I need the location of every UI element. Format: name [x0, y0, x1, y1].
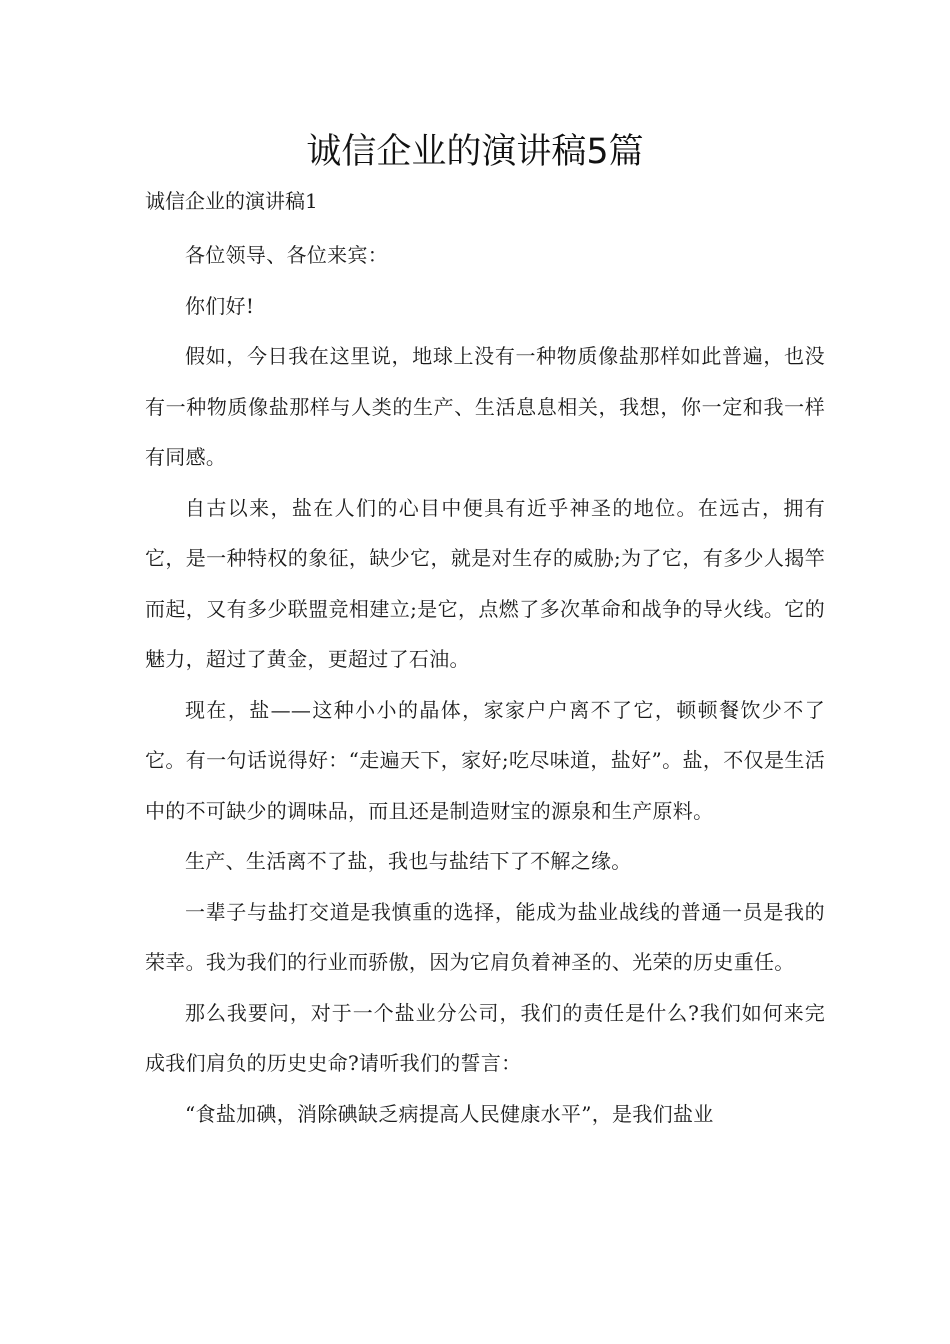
section-heading: 诚信企业的演讲稿1 [145, 189, 318, 213]
paragraph: 假如，今日我在这里说，地球上没有一种物质像盐那样如此普遍，也没有一种物质像盐那样与人类的生产、生活息息相关，我想，你一定和我一样有同感。 [145, 344, 825, 469]
paragraph: 现在，盐——这种小小的晶体，家家户户离不了它，顿顿餐饮少不了它。有一句话说得好：“走遍天下，家好;吃尽味道，盐好”。盐，不仅是生活中的不可缺少的调味品，而且还是制造财宝的源泉和生产原料。 [145, 697, 825, 823]
document-title: 诚信企业的演讲稿5篇 [306, 132, 644, 172]
paragraph-greeting: 各位领导、各位来宾： [185, 243, 388, 267]
paragraph: “食盐加碘，消除碘缺乏病提高人民健康水平”，是我们盐业 [185, 1101, 714, 1126]
paragraph: 生产、生活离不了盐，我也与盐结下了不解之缘。 [185, 849, 632, 873]
paragraph: 一辈子与盐打交道是我慎重的选择，能成为盐业战线的普通一员是我的荣幸。我为我们的行业而骄傲，因为它肩负着神圣的、光荣的历史重任。 [145, 899, 825, 974]
document-body [145, 230, 825, 1139]
paragraph: 自古以来，盐在人们的心目中便具有近乎神圣的地位。在远古，拥有它，是一种特权的象征，缺少它，就是对生存的威胁;为了它，有多少人揭竿而起，又有多少联盟竞相建立;是它，点燃了多次革命和战争的导火线。它的魅力，超过了黄金，更超过了石油。 [145, 495, 825, 671]
paragraph: 那么我要问，对于一个盐业分公司，我们的责任是什么?我们如何来完成我们肩负的历史史命?请听我们的誓言： [145, 1000, 825, 1075]
paragraph-hello: 你们好! [185, 293, 255, 318]
